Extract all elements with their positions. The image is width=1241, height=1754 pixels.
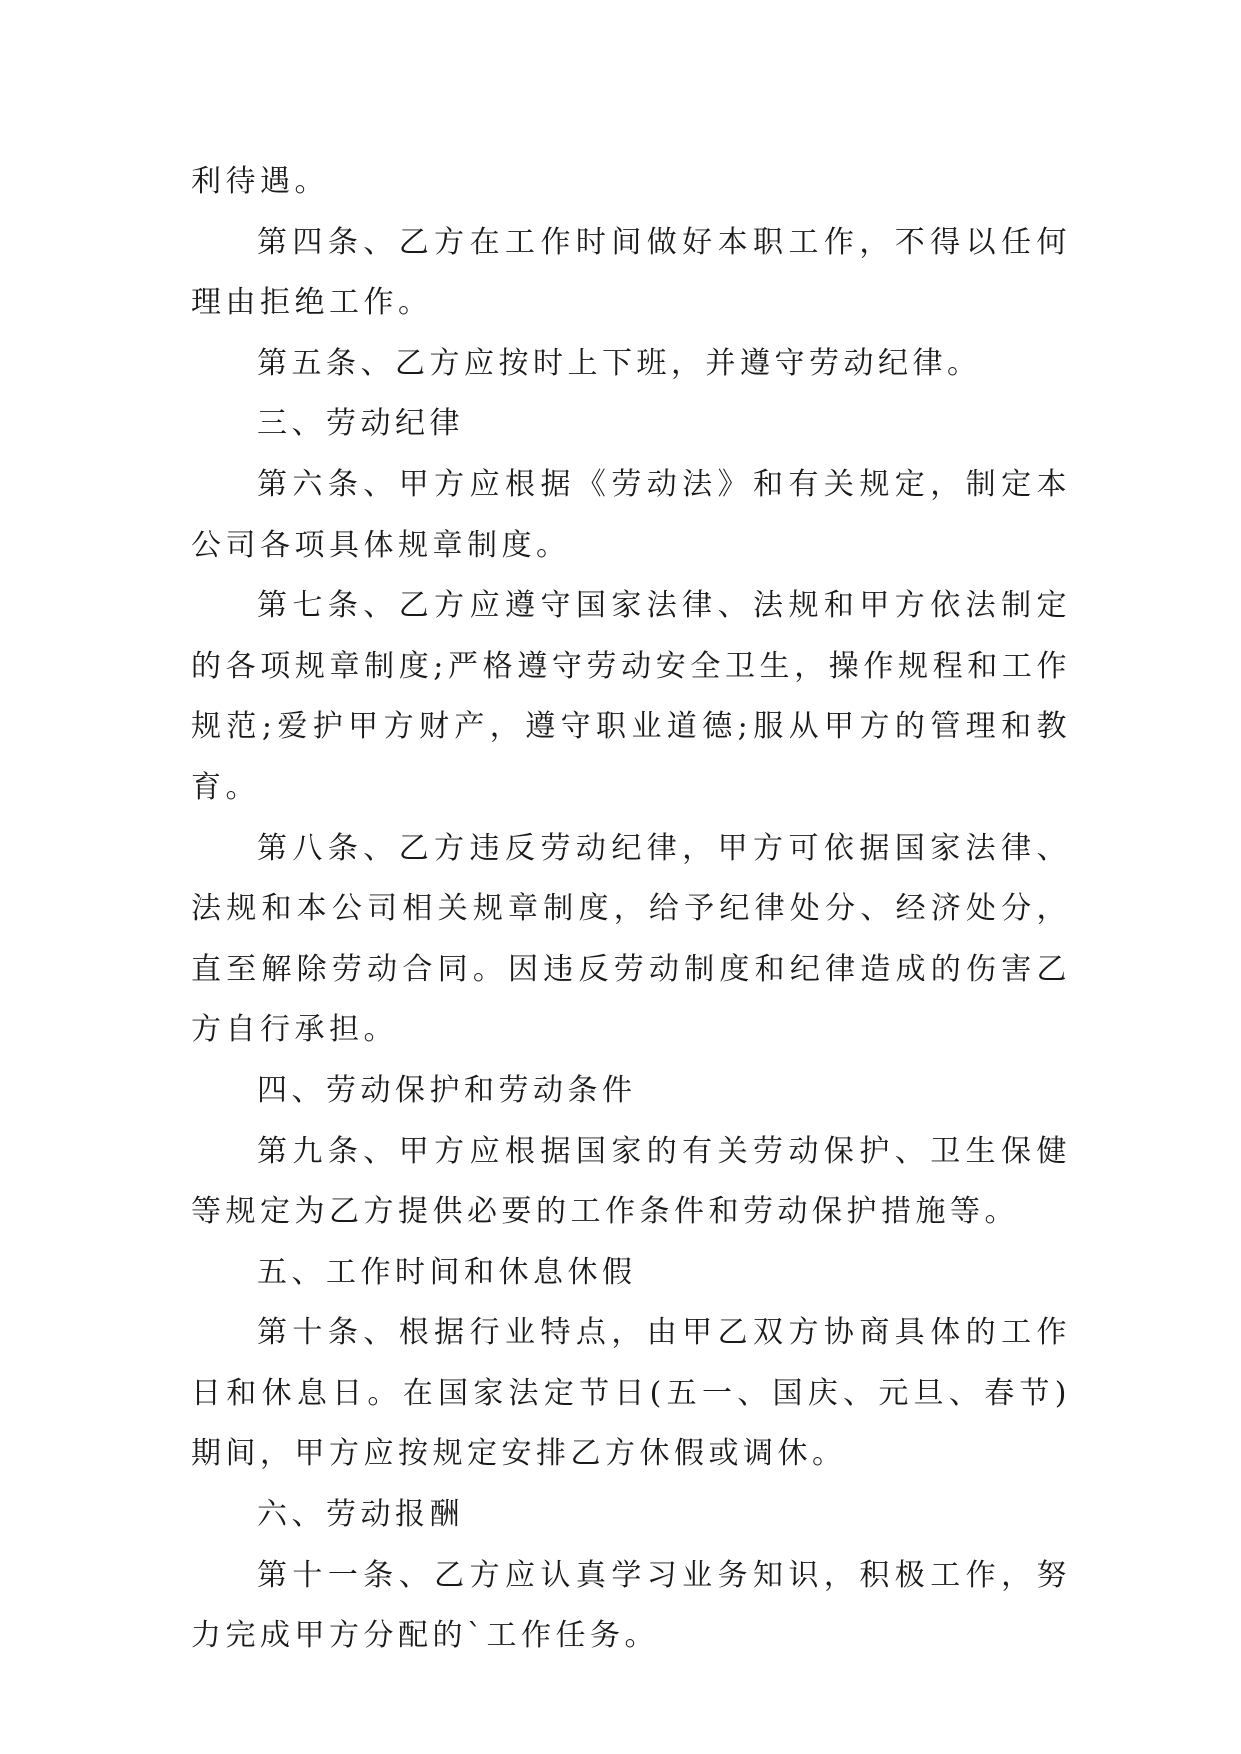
paragraph-article-6: 第六条、甲方应根据《劳动法》和有关规定，制定本公司各项具体规章制度。 [191,466,1071,563]
paragraph-article-7: 第七条、乙方应遵守国家法律、法规和甲方依法制定的各项规章制度;严格遵守劳动安全卫生，操作规程和工作规范;爱护甲方财产，遵守职业道德;服从甲方的管理和教育。 [191,588,1071,805]
section-heading-labor-discipline: 三、劳动纪律 [257,406,464,442]
paragraph-continuation: 利待遇。 [191,164,329,199]
paragraph-article-5: 第五条、乙方应按时上下班，并遵守劳动纪律。 [257,345,982,381]
section-heading-working-hours: 五、工作时间和休息休假 [257,1254,637,1290]
paragraph-article-10: 第十条、根据行业特点，由甲乙双方协商具体的工作日和休息日。在国家法定节日(五一、国庆、元旦、春节)期间，甲方应按规定安排乙方休假或调休。 [191,1315,1071,1472]
paragraph-article-11: 第十一条、乙方应认真学习业务知识，积极工作，努力完成甲方分配的`工作任务。 [191,1557,1071,1654]
section-heading-remuneration: 六、劳动报酬 [257,1497,464,1533]
paragraph-article-8: 第八条、乙方违反劳动纪律，甲方可依据国家法律、法规和本公司相关规章制度，给予纪律处分、经济处分，直至解除劳动合同。因违反劳动制度和纪律造成的伤害乙方自行承担。 [191,830,1071,1048]
document-body [191,152,1071,1667]
paragraph-article-4: 第四条、乙方在工作时间做好本职工作，不得以任何理由拒绝工作。 [191,224,1071,321]
section-heading-labor-protection: 四、劳动保护和劳动条件 [257,1072,637,1108]
paragraph-article-9: 第九条、甲方应根据国家的有关劳动保护、卫生保健等规定为乙方提供必要的工作条件和劳动保护措施等。 [191,1133,1071,1230]
